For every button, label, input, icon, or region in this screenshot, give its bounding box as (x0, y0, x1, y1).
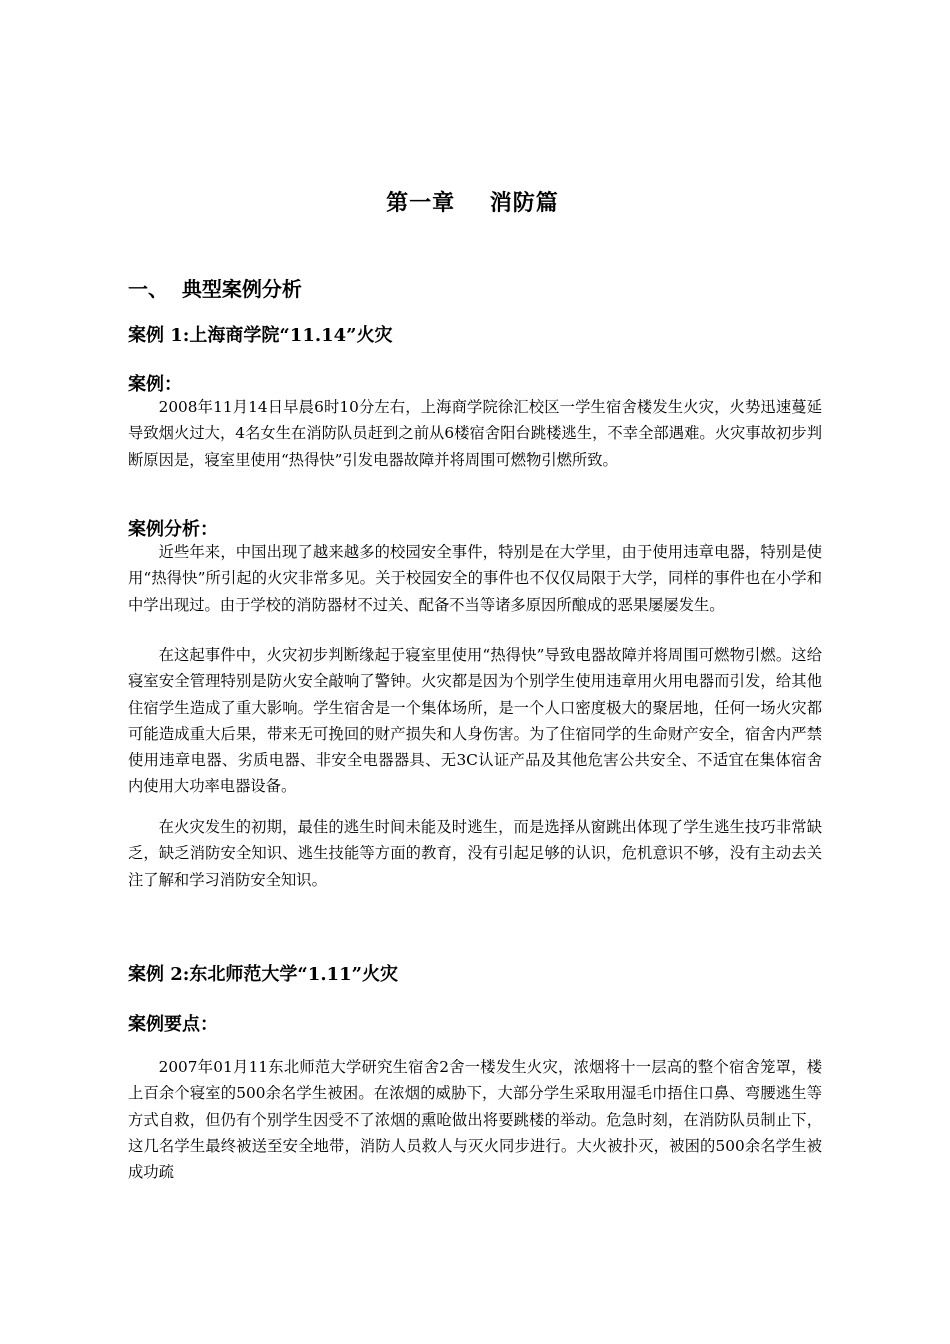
case1-analysis-label: 案例分析： (128, 519, 218, 540)
case2-points-text: 2007年01月11东北师范大学研究生宿舍2舍一楼发生火灾，浓烟将十一层高的整个宿舍笼罩，楼上百余个寝室的500余名学生被困。在浓烟的威胁下，大部分学生采取用湿毛巾捂住口鼻、弯腰逃生等方式自救，但仍有个别学生因受不了浓烟的熏呛做出将要跳楼的举动。危急时刻，在消防队员制止下，这几名学生最终被送至安全地带，消防人员救人与灭火同步进行。大火被扑灭，被困的500余名学生被成功疏 (128, 1058, 822, 1182)
case1-case-label: 案例： (128, 374, 182, 395)
case2-title: 案例 2:东北师范大学“1.11”火灾 (128, 964, 398, 985)
case1-title: 案例 1:上海商学院“11.14”火灾 (128, 325, 393, 346)
case2-points-label: 案例要点： (128, 1014, 218, 1035)
case1-analysis-paragraph: 近些年来，中国出现了越来越多的校园安全事件，特别是在大学里，由于使用违章电器，特别是使用“热得快”所引起的火灾非常多见。关于校园安全的事件也不仅仅局限于大学，同样的事件也在小学和中学出现过。由于学校的消防器材不过关、配备不当等诸多原因所酿成的恶果屡屡发生。 (128, 543, 822, 614)
case1-case-text: 2008年11月14日早晨6时10分左右，上海商学院徐汇校区一学生宿舍楼发生火灾，火势迅速蔓延导致烟火过大，4名女生在消防队员赶到之前从6楼宿舍阳台跳楼逃生，不幸全部遇难。火灾事故初步判断原因是，寝室里使用“热得快”引发电器故障并将周围可燃物引燃所致。 (128, 398, 822, 469)
section-title: 一、 典型案例分析 (128, 277, 302, 301)
case1-analysis-paragraph: 在这起事件中，火灾初步判断缘起于寝室里使用“热得快”导致电器故障并将周围可燃物引燃。这给寝室安全管理特别是防火安全敲响了警钟。火灾都是因为个别学生使用违章用火用电器而引发，给其他住宿学生造成了重大影响。学生宿舍是一个集体场所，是一个人口密度极大的聚居地，任何一场火灾都可能造成重大后果，带来无可挽回的财产损失和人身伤害。为了住宿同学的生命财产安全，宿舍内严禁使用违章电器、劣质电器、非安全电器器具、无3C认证产品及其他危害公共安全、不适宜在集体宿舍内使用大功率电器设备。 (128, 646, 822, 796)
chapter-title: 第一章 消防篇 (386, 190, 559, 216)
case1-analysis-paragraph: 在火灾发生的初期，最佳的逃生时间未能及时逃生，而是选择从窗跳出体现了学生逃生技巧非常缺乏，缺乏消防安全知识、逃生技能等方面的教育，没有引起足够的认识，危机意识不够，没有主动去关注了解和学习消防安全知识。 (128, 818, 822, 889)
